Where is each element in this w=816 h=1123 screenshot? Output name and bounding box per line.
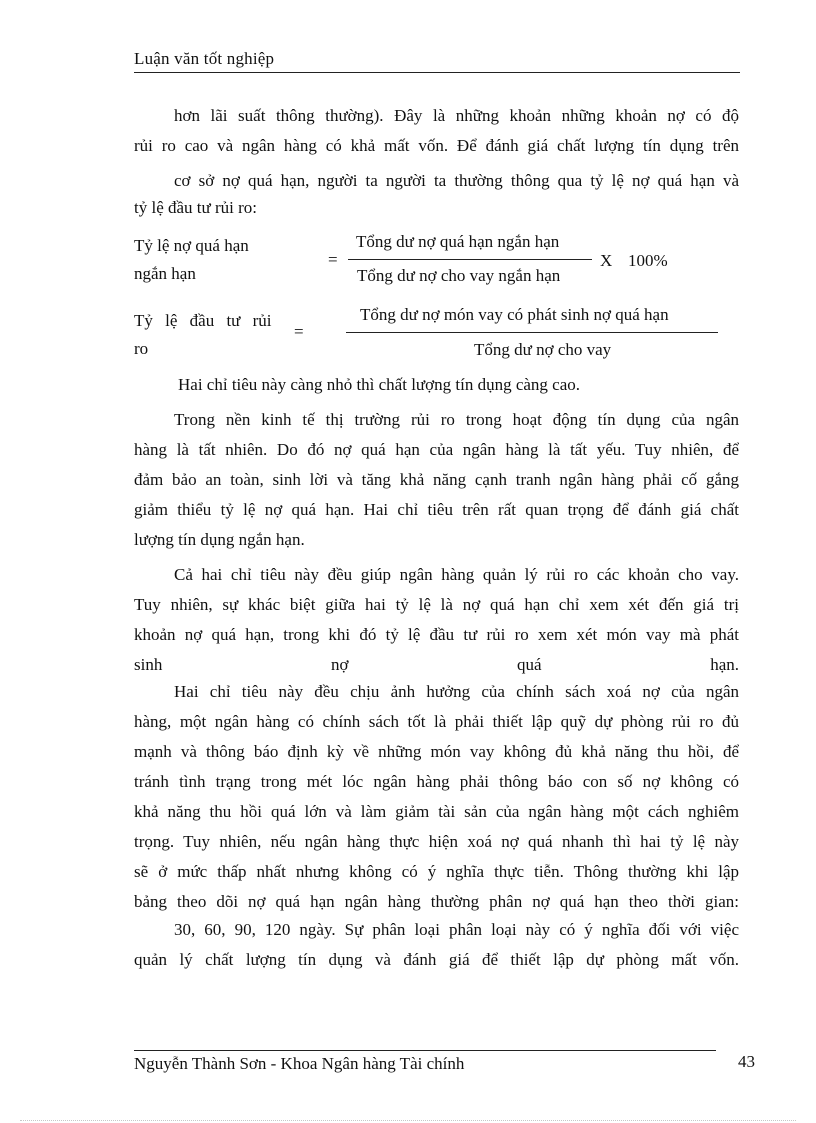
paragraph-7 xyxy=(134,915,739,975)
text-line: Tuy nhiên, sự khác biệt giữa hai tỷ lệ là nợ quá hạn chỉ xem xét đến giá trị xyxy=(134,595,739,614)
formula2-label-line1: Tỷ lệ đầu tư rủi xyxy=(134,311,272,330)
formula2-equals: = xyxy=(294,322,304,341)
paragraph-1 xyxy=(134,101,739,161)
text-line: mạnh và thông báo định kỳ về những món vay không đủ khả năng thu hồi, để xyxy=(134,742,739,761)
text-line: giảm thiểu tỷ lệ nợ quá hạn. Hai chỉ tiêu trên rất quan trọng để đánh giá chất xyxy=(134,500,739,519)
footer-author: Nguyễn Thành Sơn - Khoa Ngân hàng Tài chính xyxy=(134,1054,465,1073)
formula2-fraction-bar xyxy=(346,332,718,333)
text-line: khoản nợ quá hạn, trong khi đó tỷ lệ đầu tư rủi ro xem xét món vay mà phát xyxy=(134,625,739,644)
paragraph-2 xyxy=(134,166,739,223)
text-line: tỷ lệ đầu tư rủi ro: xyxy=(134,198,257,217)
formula1-numerator: Tổng dư nợ quá hạn ngắn hạn xyxy=(356,232,560,251)
text-line: rủi ro cao và ngân hàng có khả mất vốn. Để đánh giá chất lượng tín dụng trên xyxy=(134,136,739,155)
page-bottom-dotted-border xyxy=(20,1120,796,1121)
text-line: Cả hai chỉ tiêu này đều giúp ngân hàng quản lý rủi ro các khoản cho vay. xyxy=(174,565,739,584)
text-line: sinh nợ quá hạn. xyxy=(134,655,739,674)
formula1-equals: = xyxy=(328,250,338,269)
text-line: sẽ ở mức thấp nhất nhưng không có ý nghĩa thực tiễn. Thông thường khi lập xyxy=(134,862,739,881)
formula2-numerator: Tổng dư nợ món vay có phát sinh nợ quá hạn xyxy=(360,305,669,324)
paragraph-6 xyxy=(134,677,739,917)
text-line: cơ sở nợ quá hạn, người ta người ta thường thông qua tỷ lệ nợ quá hạn và xyxy=(174,171,739,190)
formula2-denominator: Tổng dư nợ cho vay xyxy=(474,340,612,359)
paragraph-3: Hai chỉ tiêu này càng nhỏ thì chất lượng tín dụng càng cao. xyxy=(178,375,581,394)
text-line: hàng, một ngân hàng có chính sách tốt là phải thiết lập quỹ dự phòng rủi ro đủ xyxy=(134,712,739,731)
text-line: quản lý chất lượng tín dụng và đánh giá để thiết lập dự phòng mất vốn. xyxy=(134,950,739,969)
formula1-multiplier: X xyxy=(600,251,613,270)
paragraph-5 xyxy=(134,560,739,680)
text-line: trọng. Tuy nhiên, nếu ngân hàng thực hiện xoá nợ quá nhanh thì hai tỷ lệ này xyxy=(134,832,739,851)
text-line: lượng tín dụng ngắn hạn. xyxy=(134,530,305,549)
formula1-label-line2: ngắn hạn xyxy=(134,264,196,283)
text-line: hơn lãi suất thông thường). Đây là những khoản những khoản nợ có độ xyxy=(174,106,739,125)
formula1-denominator: Tổng dư nợ cho vay ngắn hạn xyxy=(357,266,561,285)
page-header-title: Luận văn tốt nghiệp xyxy=(134,49,275,68)
formula2-label-line2: ro xyxy=(134,339,149,358)
text-line: hàng là tất nhiên. Do đó nợ quá hạn của ngân hàng là tất yếu. Tuy nhiên, để xyxy=(134,440,739,459)
header-rule xyxy=(134,72,740,73)
formula1-label-line1: Tỷ lệ nợ quá hạn xyxy=(134,236,249,255)
text-line: Hai chỉ tiêu này đều chịu ảnh hưởng của chính sách xoá nợ của ngân xyxy=(174,682,739,701)
text-line: 30, 60, 90, 120 ngày. Sự phân loại phân loại này có ý nghĩa đối với việc xyxy=(174,920,739,939)
text-line: Trong nền kinh tế thị trường rủi ro trong hoạt động tín dụng của ngân xyxy=(174,410,739,429)
formula1-fraction-bar xyxy=(348,259,592,260)
text-line: bảng theo dõi nợ quá hạn ngân hàng thường phân nợ quá hạn theo thời gian: xyxy=(134,892,739,911)
text-line: đảm bảo an toàn, sinh lời và tăng khả năng cạnh tranh ngân hàng phải cố gắng xyxy=(134,470,739,489)
footer-rule xyxy=(134,1050,716,1051)
formula1-percent: 100% xyxy=(628,251,668,270)
text-line: tránh tình trạng trong mét lóc ngân hàng phải thông báo con số nợ không có xyxy=(134,772,739,791)
page-number: 43 xyxy=(738,1052,755,1071)
text-line: khả năng thu hồi quá lớn và làm giảm tài sản của ngân hàng một cách nghiêm xyxy=(134,802,739,821)
paragraph-4 xyxy=(134,405,739,555)
